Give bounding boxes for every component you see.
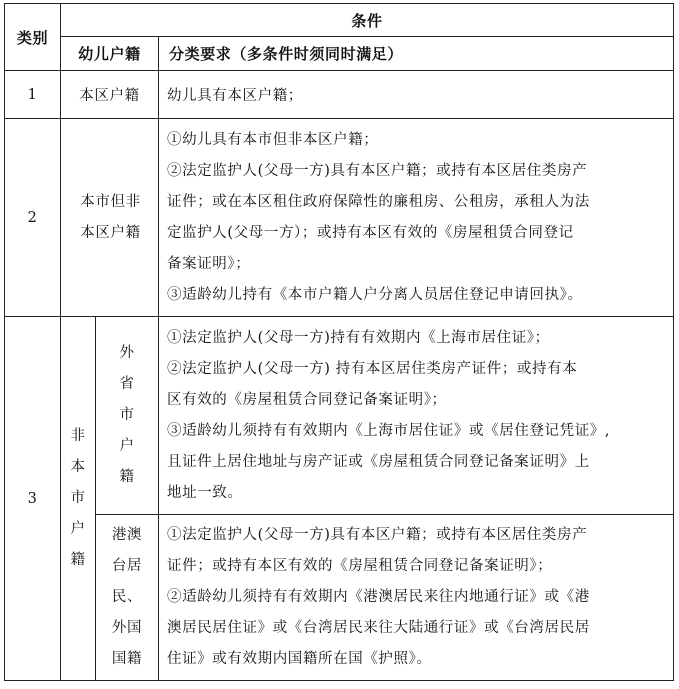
requirement-text: [159, 515, 674, 681]
requirement-line: ②适龄幼儿须持有有效期内《港澳居民来往内地通行证》或《港: [167, 589, 590, 605]
subtype-char: 省: [119, 376, 135, 392]
subtype-char: 籍: [119, 469, 135, 485]
household-line: 本区户籍: [80, 224, 141, 241]
table-row: [5, 71, 674, 119]
table-row: [5, 317, 674, 515]
subtype-char: 外: [119, 345, 135, 361]
requirement-line: 区有效的《房屋租赁合同登记备案证明》；: [167, 391, 447, 408]
subtype-line: 外国: [111, 620, 143, 636]
subtype-line: 港澳: [111, 527, 143, 543]
requirement-line: 住证》或有效期内国籍所在国《护照》。: [167, 651, 432, 667]
requirement-line: ①法定监护人(父母一方)具有本区户籍；或持有本区居住类房产: [167, 527, 588, 543]
subtype-char: 户: [119, 438, 135, 454]
group-char: 市: [70, 490, 86, 506]
requirement-line: ①幼儿具有本市但非本区户籍；: [167, 131, 379, 148]
row-number: 1: [5, 71, 61, 119]
subtype-char: 市: [119, 407, 135, 423]
header-category: 类别: [5, 4, 61, 71]
header-row: [5, 4, 674, 37]
household-subtype: [96, 515, 159, 681]
group-char: 非: [70, 428, 86, 444]
requirement-line: ②法定监护人(父母一方)具有本区户籍；或持有本区居住类房产: [167, 162, 588, 179]
requirement-line: 定监护人(父母一方）；或持有本区有效的《房屋租赁合同登记: [167, 224, 574, 241]
household-group-label: [61, 317, 96, 681]
header-requirements: 分类要求（多条件时须同时满足）: [159, 37, 674, 71]
requirement-line: 且证件上居住地址与房产证或《房屋租赁合同登记备案证明》上: [167, 453, 590, 470]
requirement-line: 地址一致。: [167, 484, 243, 501]
requirement-text: [159, 119, 674, 317]
subtype-line: 民、: [111, 589, 143, 605]
requirement-line: ②法定监护人(父母一方) 持有本区居住类房产证件；或持有本: [167, 360, 578, 377]
requirement-line: 证件；或持有本区有效的《房屋租赁合同登记备案证明》；: [167, 558, 553, 574]
household-type: 本区户籍: [61, 71, 159, 119]
row-number: 2: [5, 119, 61, 317]
requirement-line: 备案证明》；: [167, 255, 251, 272]
group-char: 本: [70, 459, 86, 475]
header-household: 幼儿户籍: [61, 37, 159, 71]
requirement-line: ③适龄幼儿持有《本市户籍人户分离人员居住登记申请回执》。: [167, 286, 583, 303]
subheader-row: [5, 37, 674, 71]
household-type: [61, 119, 159, 317]
household-subtype: [96, 317, 159, 515]
table-row: [5, 119, 674, 317]
requirement-text: 幼儿具有本区户籍；: [159, 71, 674, 119]
header-conditions: 条件: [61, 4, 674, 37]
requirement-line: ①法定监护人(父母一方)持有有效期内《上海市居住证》；: [167, 329, 550, 346]
subtype-line: 台居: [111, 558, 143, 574]
group-char: 籍: [70, 552, 86, 568]
requirement-line: ③适龄幼儿须持有有效期内《上海市居住证》或《居住登记凭证》,: [167, 422, 611, 439]
requirement-line: 澳居民居住证》或《台湾居民来往大陆通行证》或《台湾居民居: [167, 620, 590, 636]
requirement-text: [159, 317, 674, 515]
subtype-line: 国籍: [111, 651, 143, 667]
row-number: 3: [5, 317, 61, 681]
table-row: [5, 515, 674, 681]
enrollment-conditions-table: [4, 3, 674, 681]
group-char: 户: [70, 521, 86, 537]
requirement-line: 证件；或在本区租住政府保障性的廉租房、公租房，承租人为法: [167, 193, 590, 210]
household-line: 本市但非: [80, 193, 141, 210]
